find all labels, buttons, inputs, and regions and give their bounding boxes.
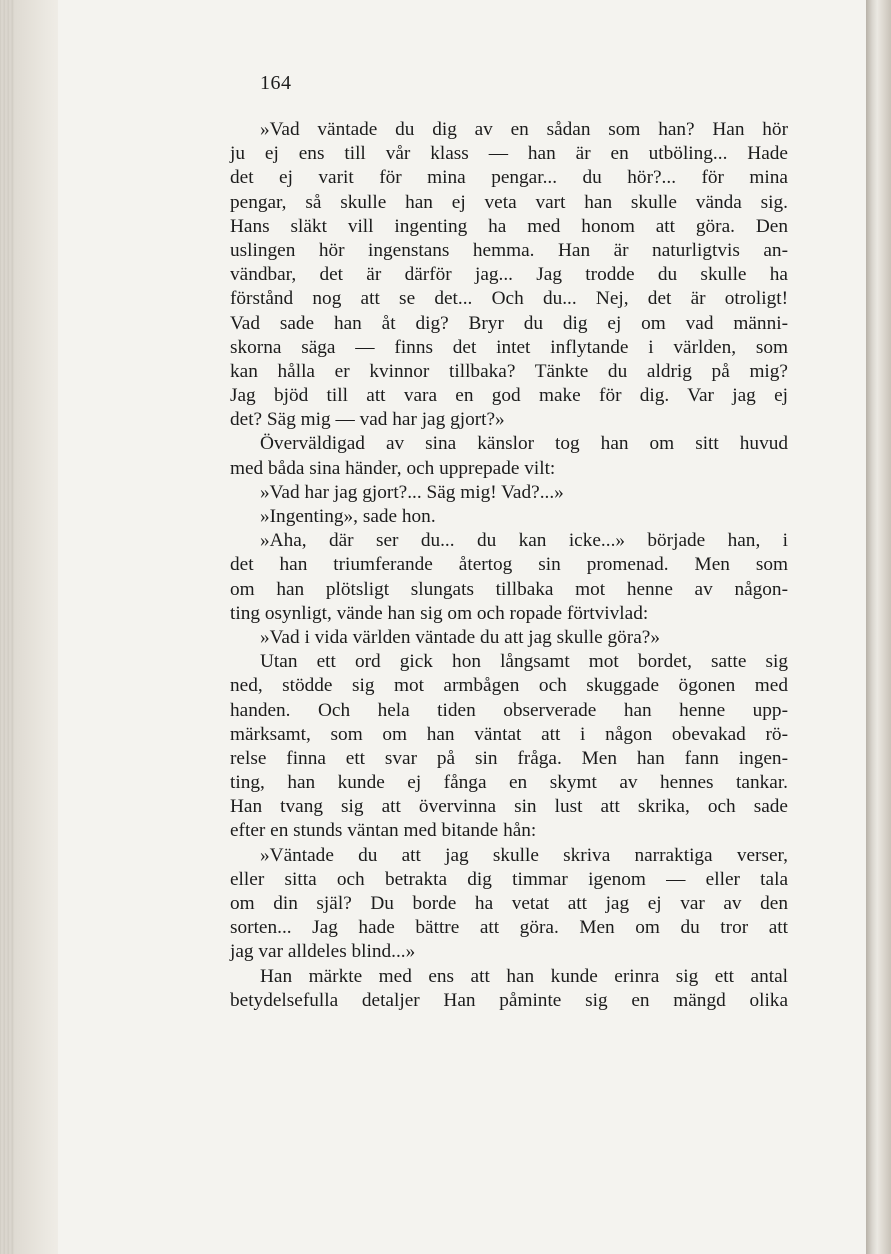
text-line: ned, stödde sig mot armbågen och skuggade ögonen med (230, 675, 788, 697)
text-line: »Vad har jag gjort?... Säg mig! Vad?...» (260, 481, 564, 503)
text-line: Han tvang sig att övervinna sin lust att skrika, och sade (230, 796, 788, 818)
text-line: jag var alldeles blind...» (230, 941, 416, 963)
text-line: Jag bjöd till att vara en god make för dig. Var jag ej (230, 385, 788, 407)
text-line: märksamt, som om han väntat att i någon obevakad rö- (230, 723, 788, 745)
text-line: sorten... Jag hade bättre att göra. Men om du tror att (230, 917, 788, 939)
text-line: »Vad väntade du dig av en sådan som han? Han hör (260, 119, 788, 140)
text-line: betydelsefulla detaljer Han påminte sig en mängd olika (230, 989, 788, 1011)
previous-pages-edge (0, 0, 58, 1254)
text-line: vändbar, det är därför jag... Jag trodde du skulle ha (230, 264, 788, 286)
text-line: Överväldigad av sina känslor tog han om sitt huvud (260, 433, 788, 455)
text-line: »Aha, där ser du... du kan icke...» började han, i (260, 530, 788, 552)
text-line: skorna säga — finns det intet inflytande i världen, som (230, 336, 788, 358)
text-line: förstånd nog att se det... Och du... Nej, det är otroligt! (230, 288, 788, 310)
page-stack-lines (0, 0, 14, 1254)
text-line: Vad sade han åt dig? Bryr du dig ej om vad männi- (230, 312, 788, 334)
text-line: ting, han kunde ej fånga en skymt av hennes tankar. (230, 772, 788, 794)
body-text (230, 118, 788, 1013)
text-line: kan hålla er kvinnor tillbaka? Tänkte du aldrig på mig? (230, 360, 788, 382)
text-line: det han triumferande återtog sin promenad. Men som (230, 554, 788, 576)
text-line: efter en stunds väntan med bitande hån: (230, 820, 537, 842)
text-line: eller sitta och betrakta dig timmar igenom — eller tala (230, 868, 788, 890)
text-line: uslingen hör ingenstans hemma. Han är naturligtvis an- (230, 239, 788, 261)
text-line: handen. Och hela tiden observerade han henne upp- (230, 699, 788, 721)
binding-edge (866, 0, 891, 1254)
text-line: det? Säg mig — vad har jag gjort?» (230, 409, 505, 431)
text-line: Utan ett ord gick hon långsamt mot bordet, satte sig (260, 651, 788, 673)
text-line: med båda sina händer, och upprepade vilt: (230, 457, 556, 479)
text-line: pengar, så skulle han ej veta vart han skulle vända sig. (230, 191, 788, 213)
text-line: Hans släkt vill ingenting ha med honom att göra. Den (230, 215, 788, 237)
text-line: relse finna ett svar på sin fråga. Men han fann ingen- (230, 747, 788, 769)
text-line: ting osynligt, vände han sig om och ropade förtvivlad: (230, 602, 649, 624)
text-line: »Ingenting», sade hon. (260, 506, 436, 527)
text-line: ju ej ens till vår klass — han är en utböling... Hade (230, 143, 788, 165)
text-line: »Väntade du att jag skulle skriva narraktiga verser, (260, 844, 788, 866)
text-line: det ej varit för mina pengar... du hör?... för mina (230, 167, 788, 189)
page-number: 164 (260, 72, 292, 94)
text-line: Han märkte med ens att han kunde erinra sig ett antal (260, 965, 788, 987)
text-line: om han plötsligt slungats tillbaka mot henne av någon- (230, 578, 788, 600)
text-line: om din själ? Du borde ha vetat att jag ej var av den (230, 893, 788, 914)
text-line: »Vad i vida världen väntade du att jag skulle göra?» (260, 626, 660, 648)
